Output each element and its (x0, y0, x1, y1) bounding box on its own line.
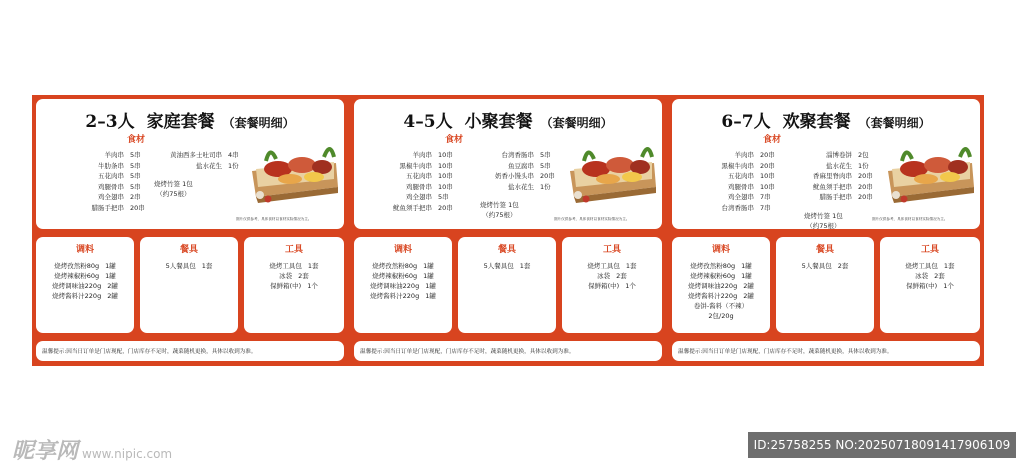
item-name: 鸡腿骨串 (728, 182, 754, 191)
card-heading: 工具 (602, 245, 621, 255)
list-item (880, 271, 980, 281)
card-list (354, 261, 452, 301)
item-qty: 20串 (760, 151, 775, 159)
item-qty: 2罐 (107, 282, 118, 290)
item-qty: 2套 (934, 272, 945, 280)
list-item (880, 281, 980, 291)
item-qty: 1罐 (423, 272, 434, 280)
package-panel (350, 95, 666, 366)
watermark-logo-text: 昵享网 (12, 439, 79, 464)
item-qty: 4串 (228, 151, 239, 159)
list-item (776, 261, 874, 271)
item-name: 鱿鱼须手把串 (393, 203, 432, 212)
card-list (880, 261, 980, 291)
list-item (36, 291, 134, 301)
item-qty: 10串 (438, 172, 453, 180)
ingredients-right-list (794, 150, 873, 203)
card-heading: 餐具 (815, 245, 834, 255)
item-qty: 1套 (625, 262, 637, 270)
item-name: 鱼豆腐串 (508, 161, 534, 170)
skewers-note (154, 179, 193, 199)
item-name: 淄博卷饼 (826, 151, 852, 159)
item-qty: 20串 (858, 182, 873, 191)
item-qty: 10串 (438, 161, 453, 170)
item-qty: 5串 (438, 193, 449, 201)
item-name: 鸡全翅串 (728, 193, 754, 201)
item-qty: 5串 (540, 161, 551, 170)
ingredients-left-list (90, 150, 145, 213)
item-name: 盐水花生 (196, 161, 222, 170)
item-qty: 2罐 (743, 292, 754, 300)
item-name: 保鲜箱(中) (588, 282, 620, 290)
item-name: 烧烤工具包 (269, 262, 302, 270)
item-name: 烧烤酱料汁220g (370, 292, 420, 300)
card-list (36, 261, 134, 301)
list-item (244, 271, 344, 281)
item-qty: 1罐 (425, 282, 436, 290)
item-name: 烧烤酱料汁220g (688, 292, 738, 300)
list-item (244, 261, 344, 271)
watermark-id-text: ID:25758255 NO:20250718091417906109 (753, 438, 1011, 452)
item-name: 烧烤孜然粉80g (54, 262, 100, 270)
list-item (144, 150, 239, 161)
item-name: 奶香小馒头串 (495, 172, 534, 180)
item-name: 五花肉串 (728, 172, 754, 180)
item-qty: 1罐 (741, 262, 752, 270)
card-heading: 餐具 (179, 245, 198, 255)
package-name: 家庭套餐 (146, 112, 215, 132)
package-name: 小聚套餐 (464, 112, 533, 132)
card-list (140, 261, 238, 271)
item-qty: 5串 (130, 182, 141, 191)
list-item (90, 192, 145, 203)
tableware-card (458, 237, 556, 333)
skewers-count: （约75根） (482, 211, 517, 219)
list-item (692, 182, 775, 193)
card-heading: 调料 (393, 245, 412, 255)
list-item (672, 311, 770, 321)
list-item (374, 182, 453, 193)
item-name: 烧烤辣椒粉60g (372, 272, 418, 280)
item-name: 2包/20g (708, 312, 734, 320)
list-item (144, 161, 239, 172)
item-name: 鱿鱼须手把串 (813, 182, 852, 191)
seasoning-card (354, 237, 452, 333)
item-qty: 1套 (307, 262, 319, 270)
package-detail-label: （套餐明细） (540, 116, 613, 130)
package-card (36, 99, 344, 229)
item-qty: 10串 (760, 182, 775, 191)
package-card (672, 99, 980, 229)
ingredients-heading: 食材 (126, 135, 145, 145)
tip-bar (672, 341, 980, 361)
item-name: 五花肉串 (98, 172, 124, 180)
item-name: 鸡全翅串 (98, 193, 124, 201)
skewers-pack: 烧烤竹签 1包 (154, 180, 193, 188)
list-item (36, 281, 134, 291)
ingredients-heading: 食材 (444, 135, 463, 145)
item-qty: 1份 (228, 161, 239, 170)
people-count: 4–5人 (403, 112, 453, 132)
people-count: 2–3人 (85, 112, 135, 132)
item-name: 羊肉串 (734, 151, 754, 159)
item-qty: 10串 (438, 182, 453, 191)
item-qty: 5串 (130, 172, 141, 180)
list-item (470, 161, 555, 172)
list-item (672, 291, 770, 301)
skewers-count: （约75根） (806, 221, 841, 230)
item-name: 冰袋 (915, 272, 929, 280)
item-name: 鸡腿骨串 (98, 182, 124, 191)
package-panel (32, 95, 348, 366)
item-qty: 2套 (298, 272, 309, 280)
item-qty: 1套 (943, 262, 955, 270)
list-item (36, 261, 134, 271)
list-item (562, 271, 662, 281)
item-name: 盐水花生 (508, 182, 534, 191)
list-item (458, 261, 556, 271)
item-name: 黑椒牛肉串 (399, 161, 432, 170)
watermark-logo (12, 434, 172, 465)
item-qty: 5串 (130, 161, 141, 170)
skewers-note (804, 211, 843, 231)
skewers-pack: 烧烤竹签 1包 (804, 211, 843, 220)
list-item (794, 150, 873, 161)
list-item (794, 161, 873, 172)
list-item (354, 291, 452, 301)
list-item (374, 171, 453, 182)
card-heading: 调料 (75, 245, 94, 255)
item-name: 卷饼-酱料（不辣） (693, 302, 749, 310)
item-name: 烧烤辣椒粉60g (690, 272, 736, 280)
item-qty: 1罐 (423, 262, 434, 270)
card-list (244, 261, 344, 291)
card-heading: 餐具 (497, 245, 516, 255)
item-name: 盐水花生 (826, 161, 852, 170)
card-heading: 工具 (920, 245, 939, 255)
list-item (90, 182, 145, 193)
item-name: 烧烤孜然粉80g (372, 262, 418, 270)
item-qty: 2包 (858, 151, 869, 159)
package-name: 欢聚套餐 (782, 112, 851, 132)
tip-bar (36, 341, 344, 361)
item-qty: 1个 (307, 282, 318, 290)
item-qty: 5串 (540, 151, 551, 159)
list-item (692, 171, 775, 182)
photo-disclaimer: 图片仅供参考，具体食材以食材实际情况为主。 (236, 217, 312, 221)
tip-text: 温馨提示:因当日订单是门店现配，门店库存不足时，蔬菜随机更换，具体以收到为准。 (360, 349, 575, 355)
package-card (354, 99, 662, 229)
item-name: 黑椒牛肉串 (721, 161, 754, 170)
tableware-card (776, 237, 874, 333)
card-list (672, 261, 770, 321)
item-qty: 20串 (540, 172, 555, 180)
item-qty: 2套 (837, 262, 849, 270)
list-item (374, 192, 453, 203)
tools-card (562, 237, 662, 333)
item-qty: 1套 (519, 262, 531, 270)
item-qty: 5串 (130, 151, 141, 159)
list-item (672, 281, 770, 291)
photo-disclaimer: 图片仅供参考，具体食材以食材实际情况为主。 (554, 217, 630, 221)
card-heading: 工具 (284, 245, 303, 255)
item-qty: 1罐 (105, 272, 116, 280)
list-item (692, 161, 775, 172)
package-detail-label: （套餐明细） (858, 116, 931, 130)
package-panel (668, 95, 984, 366)
item-qty: 1罐 (741, 272, 752, 280)
item-qty: 1个 (625, 282, 636, 290)
tip-text: 温馨提示:因当日订单是门店现配，门店库存不足时，蔬菜随机更换，具体以收到为准。 (678, 349, 893, 355)
item-name: 鸡腿骨串 (406, 182, 432, 191)
item-qty: 1套 (201, 262, 213, 270)
item-qty: 2罐 (743, 282, 754, 290)
list-item (794, 192, 873, 203)
list-item (692, 192, 775, 203)
item-qty: 20串 (438, 203, 453, 212)
item-name: 烧烤调味油220g (688, 282, 738, 290)
item-name: 台湾香肠串 (721, 203, 754, 212)
list-item (354, 281, 452, 291)
list-item (794, 171, 873, 182)
item-name: 黄油西多士吐司串 (170, 151, 222, 159)
bbq-platter-image (884, 135, 976, 205)
list-item (354, 271, 452, 281)
list-item (354, 261, 452, 271)
list-item (562, 281, 662, 291)
item-name: 台湾香肠串 (501, 151, 534, 159)
card-list (562, 261, 662, 291)
bbq-platter-image (566, 135, 658, 205)
ingredients-left-list (374, 150, 453, 213)
tools-card (880, 237, 980, 333)
skewers-pack: 烧烤竹签 1包 (480, 201, 519, 209)
tip-text: 温馨提示:因当日订单是门店现配，门店库存不足时，蔬菜随机更换，具体以收到为准。 (42, 349, 257, 355)
item-name: 牛肋条串 (98, 161, 124, 170)
list-item (880, 261, 980, 271)
item-name: 5人餐具包 (483, 262, 514, 270)
item-name: 5人餐具包 (165, 262, 196, 270)
card-heading: 调料 (711, 245, 730, 255)
bbq-platter-image (248, 135, 340, 205)
item-name: 烧烤辣椒粉60g (54, 272, 100, 280)
item-name: 冰袋 (279, 272, 293, 280)
tableware-card (140, 237, 238, 333)
watermark-id-box (748, 432, 1016, 458)
item-qty: 1个 (943, 282, 954, 290)
menu-banner (32, 95, 984, 366)
list-item (244, 281, 344, 291)
package-title (672, 107, 980, 132)
item-name: 烧烤调味油220g (52, 282, 102, 290)
item-qty: 10串 (438, 151, 453, 159)
item-name: 腊肠手把串 (819, 193, 852, 201)
item-qty: 7串 (760, 193, 771, 201)
item-qty: 1罐 (425, 292, 436, 300)
item-name: 香麻里脊肉串 (813, 172, 852, 180)
list-item (90, 161, 145, 172)
item-name: 烧烤酱料汁220g (52, 292, 102, 300)
ingredients-left-list (692, 150, 775, 213)
tip-bar (354, 341, 662, 361)
list-item (672, 271, 770, 281)
people-count: 6–7人 (721, 112, 771, 132)
item-name: 羊肉串 (104, 151, 124, 159)
list-item (374, 161, 453, 172)
item-qty: 1份 (540, 182, 551, 191)
list-item (562, 261, 662, 271)
list-item (692, 150, 775, 161)
list-item (36, 271, 134, 281)
list-item (470, 150, 555, 161)
item-name: 鸡全翅串 (406, 193, 432, 201)
item-name: 羊肉串 (412, 151, 432, 159)
item-name: 保鲜箱(中) (906, 282, 938, 290)
item-qty: 20串 (858, 172, 873, 180)
list-item (374, 203, 453, 214)
list-item (90, 203, 145, 214)
skewers-count: （约75根） (156, 190, 191, 198)
ingredients-right-list (144, 150, 239, 171)
watermark-logo-url: www.nipic.com (82, 447, 173, 461)
item-name: 烧烤工具包 (905, 262, 938, 270)
item-qty: 7串 (760, 203, 771, 212)
item-qty: 10串 (760, 172, 775, 180)
item-qty: 20串 (760, 161, 775, 170)
item-name: 烧烤工具包 (587, 262, 620, 270)
item-name: 烧烤调味油220g (370, 282, 420, 290)
seasoning-card (672, 237, 770, 333)
item-name: 5人餐具包 (801, 262, 832, 270)
list-item (672, 301, 770, 311)
item-name: 五花肉串 (406, 172, 432, 180)
item-name: 保鲜箱(中) (270, 282, 302, 290)
item-name: 腊肠手把串 (91, 203, 124, 212)
tools-card (244, 237, 344, 333)
skewers-note (480, 200, 519, 220)
list-item (90, 171, 145, 182)
ingredients-heading: 食材 (762, 135, 781, 145)
item-name: 烧烤孜然粉80g (690, 262, 736, 270)
list-item (90, 150, 145, 161)
item-qty: 20串 (858, 193, 873, 201)
card-list (776, 261, 874, 271)
item-qty: 20串 (130, 203, 145, 212)
list-item (140, 261, 238, 271)
list-item (794, 182, 873, 193)
package-detail-label: （套餐明细） (222, 116, 295, 130)
ingredients-right-list (470, 150, 555, 192)
item-qty: 2罐 (107, 292, 118, 300)
package-title (36, 107, 344, 132)
item-qty: 2套 (616, 272, 627, 280)
seasoning-card (36, 237, 134, 333)
list-item (374, 150, 453, 161)
list-item (470, 171, 555, 182)
item-name: 冰袋 (597, 272, 611, 280)
card-list (458, 261, 556, 271)
list-item (470, 182, 555, 193)
item-qty: 1罐 (105, 262, 116, 270)
list-item (672, 261, 770, 271)
package-title (354, 107, 662, 132)
item-qty: 2串 (130, 193, 141, 201)
list-item (692, 203, 775, 214)
item-qty: 1份 (858, 161, 869, 170)
photo-disclaimer: 图片仅供参考，具体食材以食材实际情况为主。 (872, 217, 948, 221)
